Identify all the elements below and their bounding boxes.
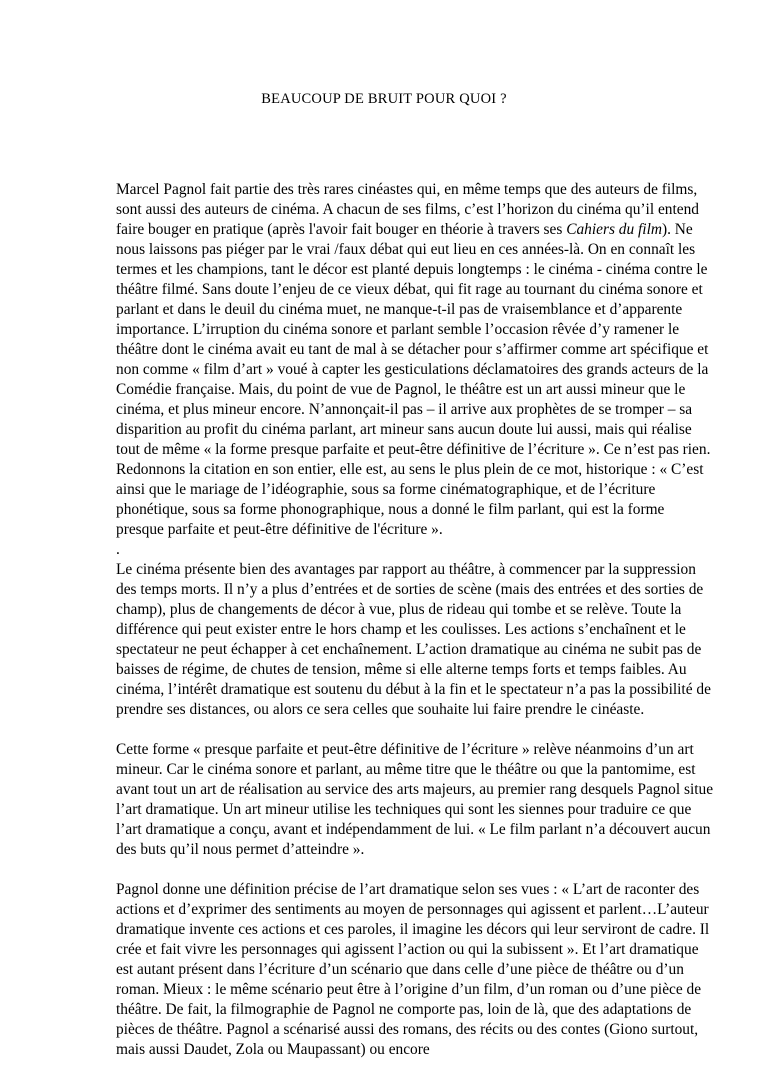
paragraph-1-text-b: ). Ne nous laissons pas piéger par le vrai /faux débat qui eut lieu en ces années-là. On en connaît les termes et les champions, tant le décor est planté depuis longtemps : le cinéma - cinéma contre le théâtre filmé. Sans doute l’enjeu de ce vieux débat, qui fit rage au tournant du cinéma sonore et parlant et dans le deuil du cinéma muet, ne manque-t-il pas de vraisemblance et d’apparente importance. L’irruption du cinéma sonore et parlant semble l’occasion rêvée d’y ramener le théâtre dont le cinéma avait eu tant de mal à se détacher pour s’affirmer comme art spécifique et non comme « film d’art » voué à capter les gesticulations déclamatoires des grands acteurs de la Comédie française. Mais, du point de vue de Pagnol, le théâtre est un art aussi mineur que le cinéma, et plus mineur encore. N’annonçait-il pas – il arrive aux prophètes de se tromper – sa disparition au profit du cinéma parlant, art mineur sans aucun doute lui aussi, mais qui réalise tout de même « la forme presque parfaite et peut-être définitive de l’écriture ». Ce n’est pas rien. Redonnons la citation en son entier, elle est, au sens le plus plein de ce mot, historique : « C’est ainsi que le mariage de l’idéographie, sous sa forme cinématographique, et de l’écriture phonétique, sous sa forme phonographique, nous a donné le film parlant, qui est la forme presque parfaite et peut-être définitive de l'écriture ». <box>116 221 711 538</box>
document-title: BEAUCOUP DE BRUIT POUR QUOI ? <box>261 91 507 107</box>
document-body <box>116 180 716 1080</box>
stray-dot: . <box>116 541 120 558</box>
paragraph-1-text-a: Marcel Pagnol fait partie des très rares cinéastes qui, en même temps que des auteurs de films, sont aussi des auteurs de cinéma. A chacun de ses films, c’est l’horizon du cinéma qu’il entend faire bouger en pratique (après l'avoir fait bouger en théorie à travers ses <box>116 181 699 238</box>
paragraph-3: Cette forme « presque parfaite et peut-être définitive de l’écriture » relève néanmoins d’un art mineur. Car le cinéma sonore et parlant, au même titre que le théâtre ou que la pantomime, est avant tout un art de réalisation au service des arts majeurs, au premier rang desquels Pagnol situe l’art dramatique. Un art mineur utilise les techniques qui sont les siennes pour traduire ce que l’art dramatique a conçu, avant et indépendamment de lui. « Le film parlant n’a découvert aucun des buts qu’il nous permet d’atteindre ». <box>116 741 714 858</box>
paragraph-1 <box>116 180 716 540</box>
paragraph-2: Le cinéma présente bien des avantages par rapport au théâtre, à commencer par la suppression des temps morts. Il n’y a plus d’entrées et de sorties de scène (mais des entrées et des sorties de champ), plus de changements de décor à vue, plus de rideau qui tombe et se relève. Toute la différence qui peut exister entre le hors champ et les coulisses. Les actions s’enchaînent et le spectateur ne peut échapper à cet enchaînement. L’action dramatique au cinéma ne subit pas de baisses de régime, de chutes de tension, même si elle alterne temps forts et temps faibles. Au cinéma, l’intérêt dramatique est soutenu du début à la fin et le spectateur n’a pas la possibilité de prendre ses distances, ou alors ce sera celles que souhaite lui faire prendre le cinéaste. <box>116 561 711 718</box>
paragraph-4: Pagnol donne une définition précise de l’art dramatique selon ses vues : « L’art de raconter des actions et d’exprimer des sentiments au moyen de personnages qui agissent et parlent…L’auteur dramatique invente ces actions et ces paroles, il imagine les décors qui leur serviront de cadre. Il crée et fait vivre les personnages qui agissent l’action ou qui la subissent ». Et l’art dramatique est autant présent dans l’écriture d’un scénario que dans celle d’une pièce de théâtre ou d’un roman. Mieux : le même scénario peut être à l’origine d’un film, d’un roman ou d’une pièce de théâtre. De fait, la filmographie de Pagnol ne comporte pas, loin de là, que des adaptations de pièces de théâtre. Pagnol a scénarisé aussi des romans, des récits ou des contes (Giono surtout, mais aussi Daudet, Zola ou Maupassant) ou encore <box>116 881 710 1058</box>
cahiers-du-film-italic: Cahiers du film <box>566 221 662 238</box>
